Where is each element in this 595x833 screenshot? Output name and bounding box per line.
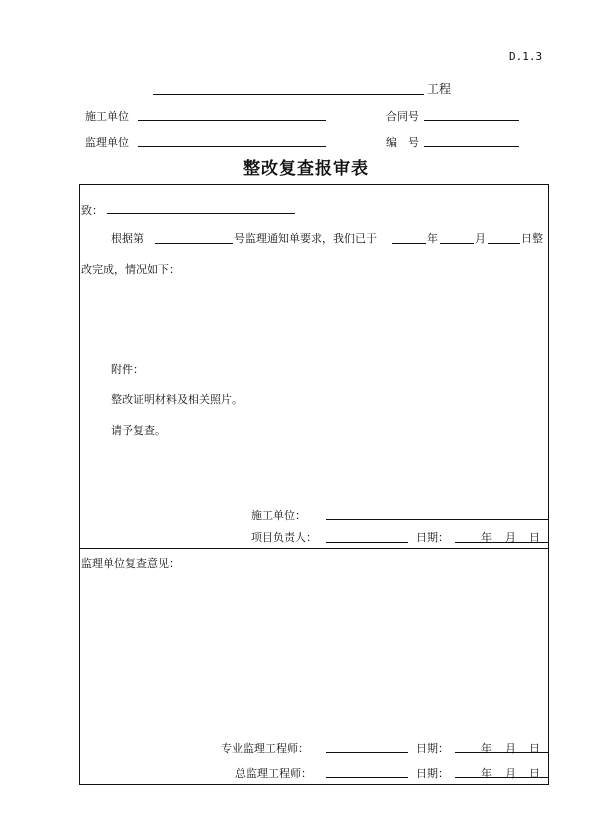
year-label: 年: [427, 232, 438, 245]
review-opinion-label: 监理单位复查意见：: [81, 557, 180, 570]
month-field[interactable]: [440, 243, 474, 244]
year-field[interactable]: [392, 243, 426, 244]
chief-date-year: 年: [481, 767, 492, 780]
notice-no-field[interactable]: [155, 243, 233, 244]
to-label: 致：: [81, 204, 103, 217]
serial-no-label: 编 号: [386, 136, 419, 149]
engineer-label: 专业监理工程师：: [221, 742, 309, 755]
form-title: 整改复查报审表: [243, 159, 369, 179]
line1-suffix: 日整: [521, 232, 543, 245]
line1-prefix: 根据第: [111, 232, 144, 245]
contractor-sign-field[interactable]: [326, 519, 549, 520]
section-divider: [79, 548, 549, 549]
day-field[interactable]: [488, 243, 520, 244]
date-year: 年: [481, 531, 492, 544]
date-day: 日: [529, 531, 540, 544]
chief-date-day: 日: [529, 767, 540, 780]
date-month: 月: [505, 531, 516, 544]
line1-mid: 号监理通知单要求，我们已于: [234, 232, 377, 245]
contract-no-label: 合同号: [386, 110, 419, 123]
engineer-date-label: 日期：: [416, 742, 449, 755]
attachment-text: 整改证明材料及相关照片。: [111, 393, 243, 406]
to-field[interactable]: [107, 213, 295, 214]
engineer-field[interactable]: [326, 752, 408, 753]
contract-no-field[interactable]: [424, 120, 519, 121]
project-name-line[interactable]: [153, 94, 424, 95]
engineer-date-day: 日: [529, 742, 540, 755]
chief-date-month: 月: [505, 767, 516, 780]
chief-date-label: 日期：: [416, 767, 449, 780]
date-label: 日期：: [416, 531, 449, 544]
contractor-sign-label: 施工单位：: [251, 509, 306, 522]
document-code: D.1.3: [509, 50, 543, 63]
project-manager-label: 项目负责人：: [251, 531, 317, 544]
engineer-date-month: 月: [505, 742, 516, 755]
contractor-label: 施工单位: [85, 110, 129, 123]
attachment-label: 附件：: [111, 363, 144, 376]
request-text: 请予复查。: [111, 424, 166, 437]
project-suffix: 工程: [427, 82, 452, 96]
chief-engineer-field[interactable]: [326, 777, 408, 778]
serial-no-field[interactable]: [424, 146, 519, 147]
engineer-date-year: 年: [481, 742, 492, 755]
supervisor-field[interactable]: [138, 146, 326, 147]
chief-engineer-label: 总监理工程师：: [235, 767, 312, 780]
line2-text: 改完成，情况如下：: [81, 263, 180, 276]
month-label: 月: [475, 232, 486, 245]
contractor-field[interactable]: [138, 120, 326, 121]
project-manager-field[interactable]: [326, 542, 408, 543]
supervisor-label: 监理单位: [85, 136, 129, 149]
